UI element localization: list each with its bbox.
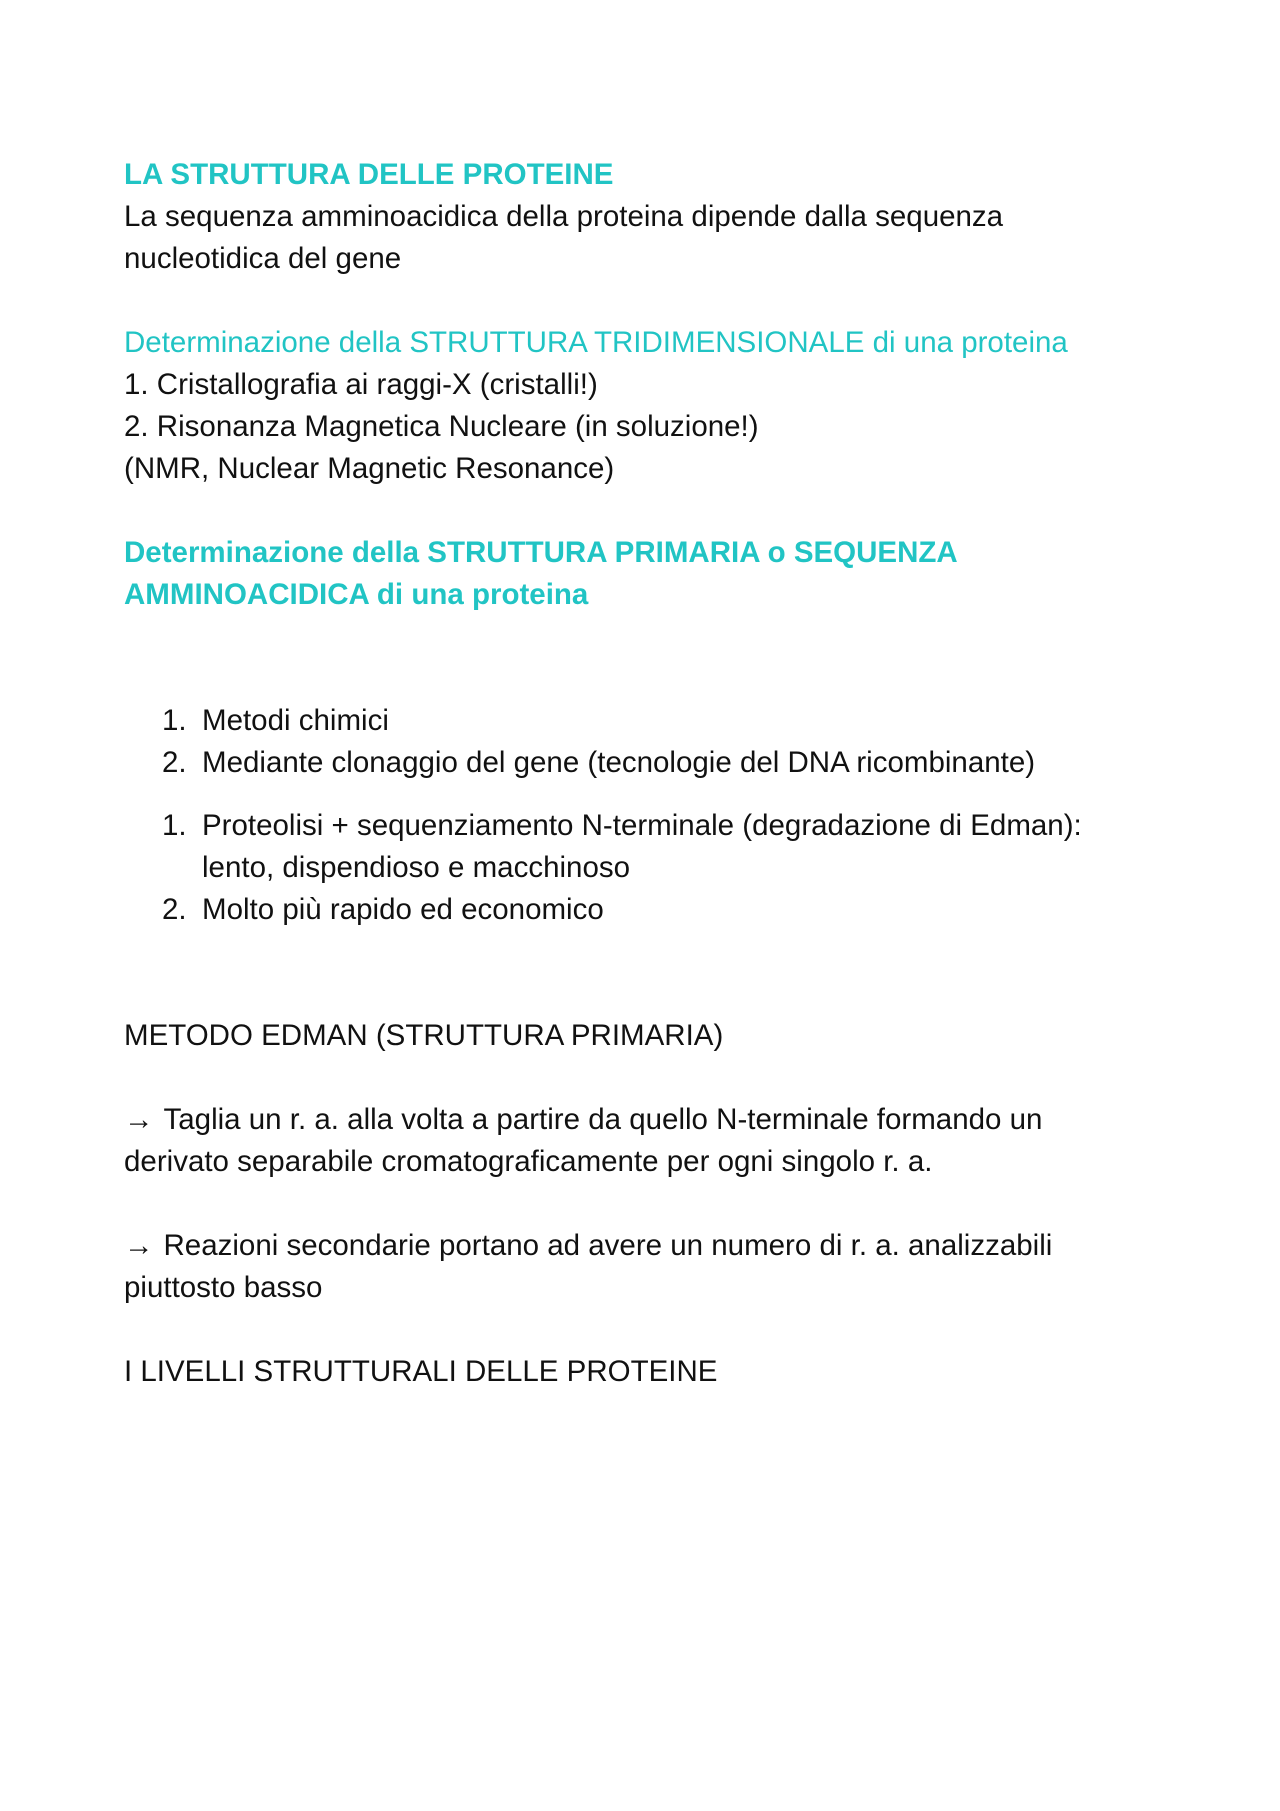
edman-point-2-line-2: piuttosto basso bbox=[124, 1271, 323, 1304]
list-item-text: Metodi chimici bbox=[202, 704, 389, 737]
list-item-line-2: lento, dispendioso e macchinoso bbox=[202, 851, 631, 884]
method-line-3: (NMR, Nuclear Magnetic Resonance) bbox=[124, 452, 615, 485]
list-item-line-1: Molto più rapido ed economico bbox=[202, 893, 604, 926]
method-line-1: 1. Cristallografia ai raggi-X (cristalli!) bbox=[124, 368, 598, 401]
list-number: 2. bbox=[162, 746, 187, 779]
list-item-line-1: Proteolisi + sequenziamento N-terminale (degradazione di Edman): bbox=[202, 809, 1082, 842]
list-item bbox=[124, 742, 1164, 784]
heading-struttura-tridimensionale: Determinazione della STRUTTURA TRIDIMENSIONALE di una proteina bbox=[124, 326, 1068, 359]
heading-livelli-strutturali: I LIVELLI STRUTTURALI DELLE PROTEINE bbox=[124, 1355, 718, 1388]
methods-list bbox=[124, 700, 1164, 784]
edman-point-2-line-1: Reazioni secondarie portano ad avere un numero di r. a. analizzabili bbox=[163, 1229, 1053, 1262]
list-number: 1. bbox=[162, 809, 187, 842]
document-page bbox=[124, 154, 1164, 1393]
heading-struttura-primaria-line-1: Determinazione della STRUTTURA PRIMARIA o SEQUENZA bbox=[124, 536, 958, 569]
edman-point-2 bbox=[124, 1225, 1164, 1267]
list-number: 1. bbox=[162, 704, 187, 737]
heading-struttura-primaria-line-2: AMMINOACIDICA di una proteina bbox=[124, 578, 589, 611]
edman-point-1-line-2: derivato separabile cromatograficamente per ogni singolo r. a. bbox=[124, 1145, 933, 1178]
edman-point-1-line-1: Taglia un r. a. alla volta a partire da quello N-terminale formando un bbox=[163, 1103, 1043, 1136]
list-number: 2. bbox=[162, 893, 187, 926]
intro-line-2: nucleotidica del gene bbox=[124, 242, 402, 275]
arrow-right-icon: → bbox=[124, 1229, 154, 1262]
intro-line-1: La sequenza amminoacidica della proteina dipende dalla sequenza bbox=[124, 200, 1004, 233]
heading-struttura-proteine: LA STRUTTURA DELLE PROTEINE bbox=[124, 158, 614, 191]
edman-point-1 bbox=[124, 1099, 1164, 1141]
list-item bbox=[124, 889, 1164, 931]
methods-details-list bbox=[124, 805, 1164, 931]
list-item-text: Mediante clonaggio del gene (tecnologie del DNA ricombinante) bbox=[202, 746, 1036, 779]
arrow-right-icon: → bbox=[124, 1103, 154, 1136]
list-item bbox=[124, 805, 1164, 889]
list-item bbox=[124, 700, 1164, 742]
method-line-2: 2. Risonanza Magnetica Nucleare (in soluzione!) bbox=[124, 410, 759, 443]
heading-metodo-edman: METODO EDMAN (STRUTTURA PRIMARIA) bbox=[124, 1019, 724, 1052]
